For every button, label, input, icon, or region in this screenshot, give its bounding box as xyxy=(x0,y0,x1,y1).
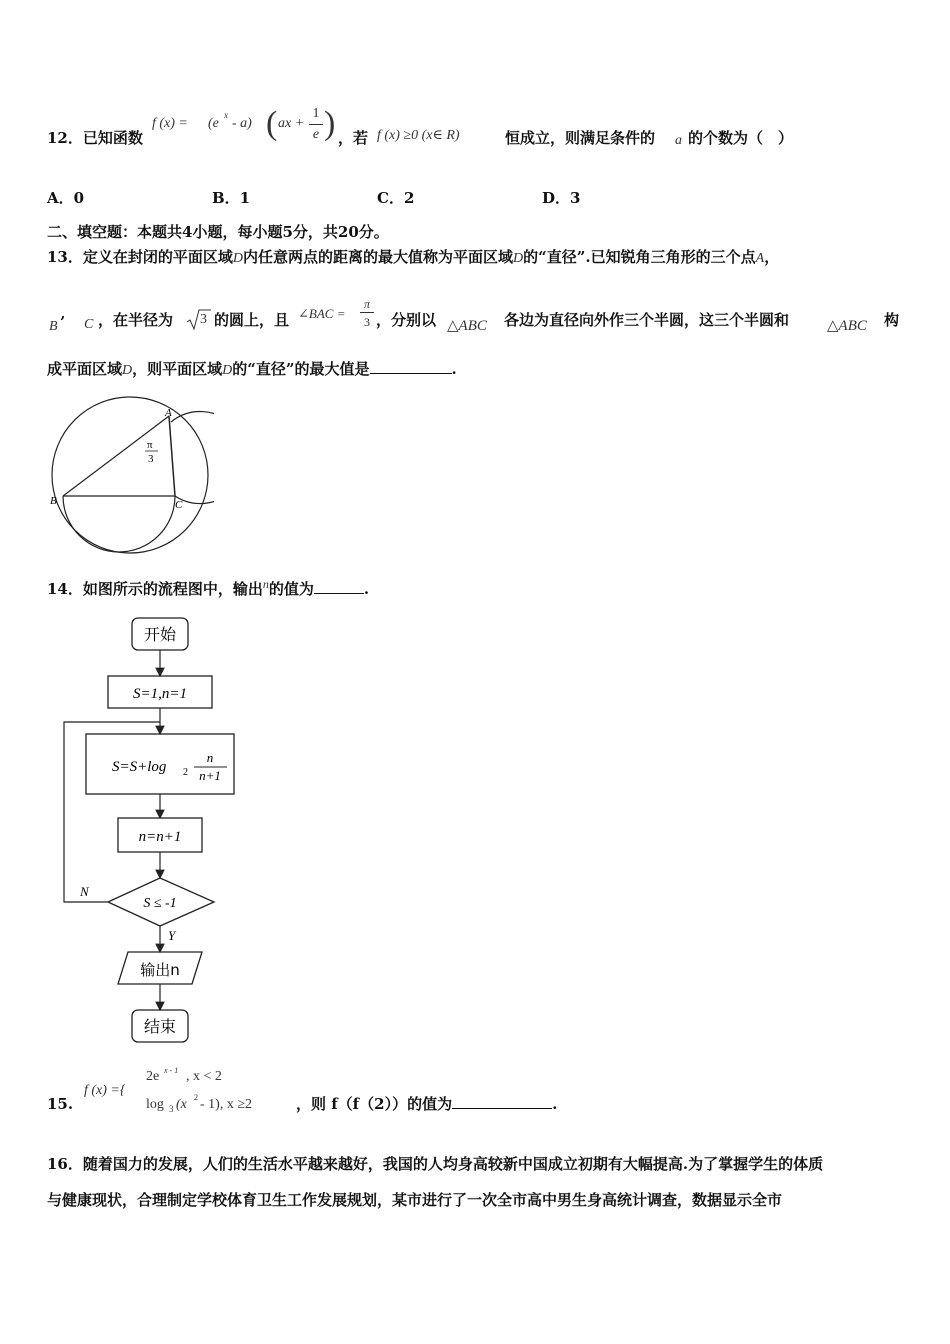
flow-end-label: 结束 xyxy=(143,1017,177,1036)
q12-option-a: A．0 xyxy=(47,189,85,207)
q12-frac-bar xyxy=(309,124,323,125)
q14-text-a: 14．如图所示的流程图中，输出 xyxy=(47,580,263,598)
flow-decision-label: S ≤ -1 xyxy=(143,896,177,911)
angle-three: 3 xyxy=(148,453,154,465)
q13-triangle: △ABC xyxy=(447,318,487,334)
q12-if: ，若 xyxy=(338,129,369,147)
q14-text-end: . xyxy=(363,580,370,598)
flow-init-label: S=1,n=1 xyxy=(133,686,187,702)
q13-comma: ’ xyxy=(60,313,66,331)
q15-case2-sub: 3 xyxy=(169,1104,174,1114)
sqrt-symbol xyxy=(186,308,212,332)
q13-sqrt3 xyxy=(186,308,212,332)
flow-incr-label: n=n+1 xyxy=(138,829,182,845)
q12-condition: f (x) ≥0 (x∈ R) xyxy=(377,128,460,143)
q13-var-d2: D xyxy=(513,251,524,266)
semicircle-bc xyxy=(63,496,175,552)
q12-number: 12．已知函数 xyxy=(47,129,143,147)
q13-line3-c: 的“直径”的最大值是 xyxy=(232,360,370,378)
q13-var-c: C xyxy=(84,317,94,332)
q13-line1 xyxy=(47,246,779,267)
circumcircle xyxy=(52,397,208,553)
q13-line1-c: 的“直径”.已知锐角三角形的三个点 xyxy=(523,248,756,266)
q13-line2-a: ，在半径为 xyxy=(98,311,174,329)
flow-start-label: 开始 xyxy=(143,625,177,644)
q13-var-d: D xyxy=(232,251,244,266)
q13-circle-figure xyxy=(44,392,214,558)
flow-loop-line xyxy=(64,722,160,902)
q12-option-b: B．1 xyxy=(212,189,251,207)
q13-var-b: B xyxy=(49,319,58,334)
semicircle-ac xyxy=(171,412,214,504)
q13-triangle2: △ABC xyxy=(827,318,867,334)
q12-expr-a2: - a) xyxy=(232,116,252,131)
q15-case1-exp: x - 1 xyxy=(164,1066,179,1075)
q15-end: . xyxy=(552,1095,558,1113)
q13-sqrt-value: 3 xyxy=(200,312,207,327)
q12-expr-a: (e xyxy=(208,116,219,131)
q12-frac-den: e xyxy=(312,127,320,142)
angle-pi: π xyxy=(147,439,153,451)
q13-line1-b: 内任意两点的距离的最大值称为平面区域 xyxy=(243,248,514,266)
q15-case2-a: log xyxy=(146,1097,164,1112)
q12-rparen: ) xyxy=(324,105,336,142)
q13-pi-fraction xyxy=(360,298,374,328)
q14-flowchart xyxy=(60,612,240,1052)
q13-answer-blank xyxy=(370,361,452,374)
q13-var-a: A xyxy=(755,251,765,266)
flow-update-num: n xyxy=(206,750,214,765)
q12-tail1: 恒成立，则满足条件的 xyxy=(505,129,656,147)
q15-piecewise xyxy=(84,1066,314,1120)
q13-line3-a: 成平面区域 xyxy=(47,360,123,378)
q13-pi-num: π xyxy=(360,298,374,313)
q15-fx: f (x) ={ xyxy=(84,1083,126,1098)
q14-text xyxy=(47,577,369,599)
q13-line3-b: ，则平面区域 xyxy=(132,360,223,378)
q12-expr-a-exp: x xyxy=(224,110,228,120)
flow-yes-label: Y xyxy=(168,928,176,943)
flow-update-sub: 2 xyxy=(183,767,188,778)
q13-pi-den: 3 xyxy=(364,315,370,329)
q14-text-b: 的值为 xyxy=(268,580,314,598)
q13-line2-e: 构 xyxy=(884,311,900,329)
q16-line2: 与健康现状，合理制定学校体育卫生工作发展规划，某市进行了一次全市高中男生身高统计调查，数据显示全市 xyxy=(47,1191,783,1209)
q12-frac-num: 1 xyxy=(312,106,320,121)
q12-var-a: a xyxy=(675,133,682,148)
q13-var-d4: D xyxy=(222,363,233,378)
q15-number: 15. xyxy=(47,1095,74,1113)
q13-angle: ∠BAC = xyxy=(298,306,346,321)
label-a: A xyxy=(165,407,172,419)
flow-update-lhs: S=S+log xyxy=(112,759,167,775)
flow-no-label: N xyxy=(80,884,89,899)
flow-output-label: 输出n xyxy=(140,961,180,979)
q15-case2-exp: 2 xyxy=(194,1093,198,1102)
q12-tail2: 的个数为（ ） xyxy=(688,129,794,147)
section-2-heading: 二、填空题：本题共4小题，每小题5分，共20分。 xyxy=(47,223,389,241)
q16-line1: 16．随着国力的发展，人们的生活水平越来越好，我国的人均身高较新中国成立初期有大幅提高.为了掌握学生的体质 xyxy=(47,1155,824,1173)
q15-case1-a: 2e xyxy=(146,1069,160,1084)
q12-lparen: ( xyxy=(266,105,278,142)
q15-tail-text: ，则 f（f（2））的值为 xyxy=(296,1095,453,1113)
q14-var-n: n xyxy=(262,577,269,591)
q15-case1-b: , x < 2 xyxy=(186,1069,222,1084)
q12-expr-b: ax + xyxy=(278,116,305,131)
q13-line2-c: ，分别以 xyxy=(376,311,437,329)
q12-option-c: C．2 xyxy=(377,189,415,207)
q13-var-d3: D xyxy=(122,363,133,378)
q13-line2-b: 的圆上，且 xyxy=(214,311,290,329)
q13-line3 xyxy=(47,358,457,379)
q15-case2-b: (x xyxy=(176,1097,187,1112)
q13-line3-end: . xyxy=(451,360,457,378)
q15-tail xyxy=(296,1093,557,1114)
label-b: B xyxy=(50,495,57,507)
q13-line1-end: ， xyxy=(764,248,780,266)
q13-line2-d: 各边为直径向外作三个半圆，这三个半圆和 xyxy=(504,311,790,329)
label-c: C xyxy=(175,499,183,511)
q13-line1-a: 13．定义在封闭的平面区域 xyxy=(47,248,233,266)
q12-option-d: D．3 xyxy=(542,189,581,207)
q15-answer-blank xyxy=(452,1096,552,1109)
flow-update-den: n+1 xyxy=(199,768,221,783)
q15-case2-c: - 1), x ≥2 xyxy=(200,1097,253,1112)
q14-answer-blank xyxy=(314,581,364,594)
q12-f-lhs: f (x) = xyxy=(152,116,188,131)
segment-ac xyxy=(169,416,175,496)
